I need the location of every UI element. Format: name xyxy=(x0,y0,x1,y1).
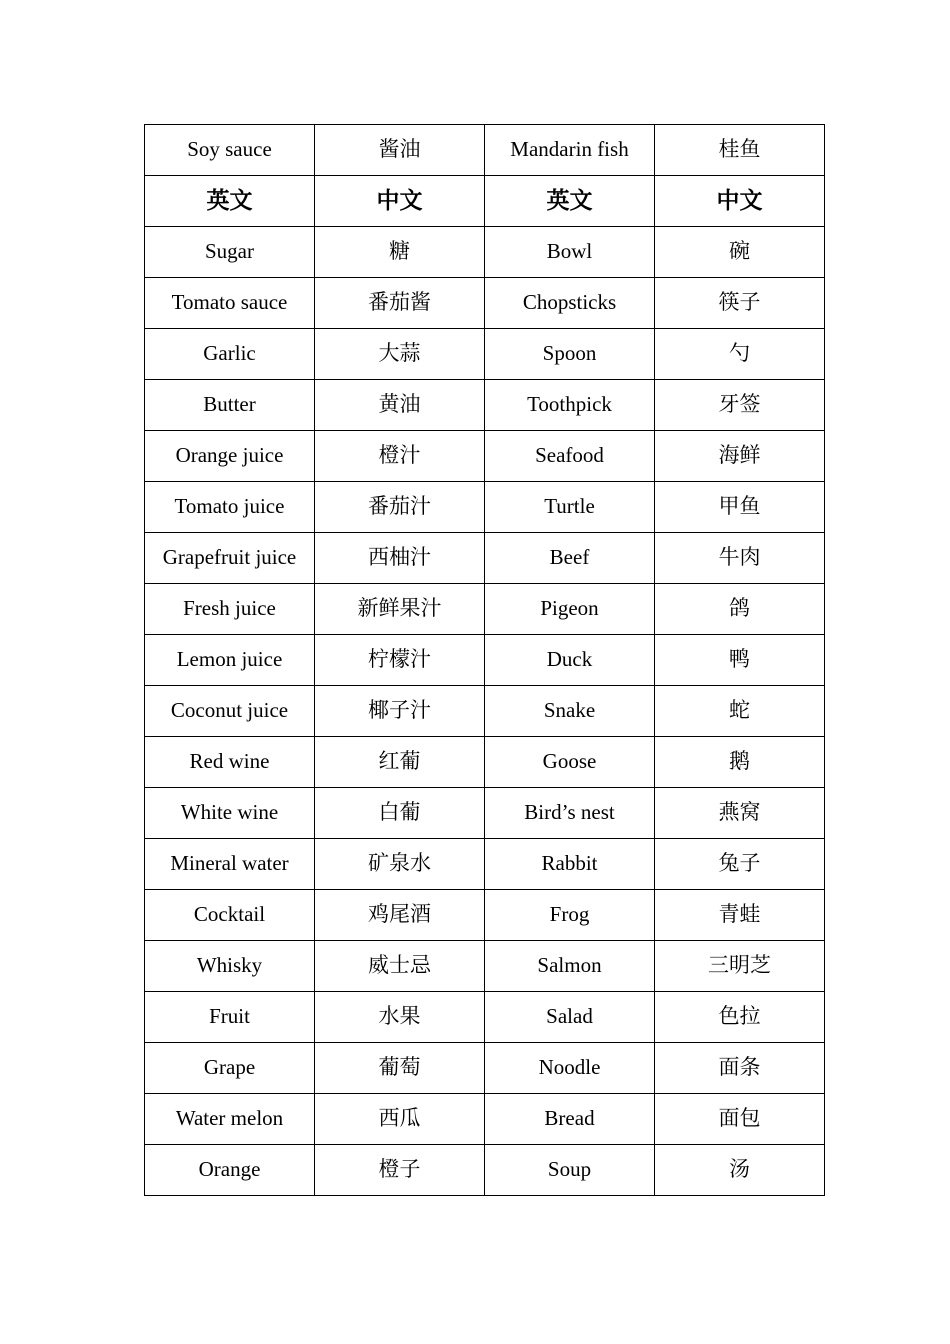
table-cell-chinese-term: 青蛙 xyxy=(655,890,825,941)
table-cell-chinese-term: 番茄酱 xyxy=(315,278,485,329)
table-cell-chinese-term: 勺 xyxy=(655,329,825,380)
table-row xyxy=(145,992,825,1043)
table-cell-chinese-term: 西瓜 xyxy=(315,1094,485,1145)
table-cell-english-term: Mineral water xyxy=(145,839,315,890)
table-cell-chinese-term: 新鲜果汁 xyxy=(315,584,485,635)
table-cell-chinese-term: 蛇 xyxy=(655,686,825,737)
vocabulary-table xyxy=(144,124,825,1196)
table-cell-chinese-term: 橙子 xyxy=(315,1145,485,1196)
table-cell-english-term: Orange xyxy=(145,1145,315,1196)
table-cell-english-term: Tomato sauce xyxy=(145,278,315,329)
table-row xyxy=(145,686,825,737)
vocabulary-table-body xyxy=(145,125,825,1196)
table-cell-chinese-term: 牛肉 xyxy=(655,533,825,584)
table-cell-english-term: Soy sauce xyxy=(145,125,315,176)
table-cell-english-term: Goose xyxy=(485,737,655,788)
table-cell-english-term: Coconut juice xyxy=(145,686,315,737)
table-cell-chinese-term: 燕窝 xyxy=(655,788,825,839)
table-row xyxy=(145,533,825,584)
table-row xyxy=(145,1094,825,1145)
table-cell-english-term: Cocktail xyxy=(145,890,315,941)
table-cell-chinese-term: 橙汁 xyxy=(315,431,485,482)
table-cell-english-term: Water melon xyxy=(145,1094,315,1145)
table-cell-chinese-term: 碗 xyxy=(655,227,825,278)
table-cell-chinese-term: 黄油 xyxy=(315,380,485,431)
table-cell-english-term: Soup xyxy=(485,1145,655,1196)
table-cell-english-term: Mandarin fish xyxy=(485,125,655,176)
table-cell-english-term: Spoon xyxy=(485,329,655,380)
table-cell-chinese-term: 鸭 xyxy=(655,635,825,686)
table-row xyxy=(145,431,825,482)
table-cell-chinese-term: 酱油 xyxy=(315,125,485,176)
table-cell-english-term: Butter xyxy=(145,380,315,431)
table-cell-chinese-term: 桂鱼 xyxy=(655,125,825,176)
table-cell-english-term: Garlic xyxy=(145,329,315,380)
table-row xyxy=(145,329,825,380)
table-cell-chinese-term: 白葡 xyxy=(315,788,485,839)
table-row xyxy=(145,635,825,686)
table-cell-english-term: Snake xyxy=(485,686,655,737)
column-header-cell: 中文 xyxy=(315,176,485,227)
table-cell-chinese-term: 汤 xyxy=(655,1145,825,1196)
table-row xyxy=(145,227,825,278)
table-cell-english-term: Whisky xyxy=(145,941,315,992)
table-cell-chinese-term: 牙签 xyxy=(655,380,825,431)
table-row xyxy=(145,125,825,176)
table-row xyxy=(145,278,825,329)
table-cell-english-term: Sugar xyxy=(145,227,315,278)
table-cell-chinese-term: 三明芝 xyxy=(655,941,825,992)
table-cell-chinese-term: 面条 xyxy=(655,1043,825,1094)
table-cell-english-term: Fruit xyxy=(145,992,315,1043)
table-cell-english-term: Noodle xyxy=(485,1043,655,1094)
table-row xyxy=(145,839,825,890)
table-cell-english-term: Grape xyxy=(145,1043,315,1094)
table-cell-english-term: Seafood xyxy=(485,431,655,482)
table-cell-chinese-term: 鹅 xyxy=(655,737,825,788)
table-cell-english-term: Chopsticks xyxy=(485,278,655,329)
table-cell-chinese-term: 色拉 xyxy=(655,992,825,1043)
table-cell-english-term: Beef xyxy=(485,533,655,584)
table-row xyxy=(145,941,825,992)
table-cell-english-term: Rabbit xyxy=(485,839,655,890)
table-row xyxy=(145,584,825,635)
table-cell-chinese-term: 番茄汁 xyxy=(315,482,485,533)
table-cell-english-term: Pigeon xyxy=(485,584,655,635)
table-cell-english-term: Bird’s nest xyxy=(485,788,655,839)
table-cell-chinese-term: 水果 xyxy=(315,992,485,1043)
table-cell-chinese-term: 兔子 xyxy=(655,839,825,890)
table-cell-chinese-term: 筷子 xyxy=(655,278,825,329)
column-header-cell: 中文 xyxy=(655,176,825,227)
table-cell-chinese-term: 红葡 xyxy=(315,737,485,788)
table-cell-chinese-term: 甲鱼 xyxy=(655,482,825,533)
table-cell-chinese-term: 鸽 xyxy=(655,584,825,635)
table-cell-english-term: Lemon juice xyxy=(145,635,315,686)
column-header-cell: 英文 xyxy=(145,176,315,227)
table-cell-chinese-term: 海鲜 xyxy=(655,431,825,482)
table-row xyxy=(145,890,825,941)
table-cell-chinese-term: 大蒜 xyxy=(315,329,485,380)
table-cell-chinese-term: 鸡尾酒 xyxy=(315,890,485,941)
table-row xyxy=(145,380,825,431)
table-cell-english-term: Salmon xyxy=(485,941,655,992)
table-cell-english-term: Turtle xyxy=(485,482,655,533)
table-cell-english-term: Bowl xyxy=(485,227,655,278)
table-row xyxy=(145,1145,825,1196)
table-cell-english-term: Orange juice xyxy=(145,431,315,482)
column-header-row xyxy=(145,176,825,227)
table-cell-chinese-term: 矿泉水 xyxy=(315,839,485,890)
table-cell-english-term: Grapefruit juice xyxy=(145,533,315,584)
table-cell-english-term: Frog xyxy=(485,890,655,941)
table-cell-english-term: Bread xyxy=(485,1094,655,1145)
table-cell-chinese-term: 面包 xyxy=(655,1094,825,1145)
table-cell-english-term: Duck xyxy=(485,635,655,686)
table-cell-chinese-term: 柠檬汁 xyxy=(315,635,485,686)
table-cell-chinese-term: 椰子汁 xyxy=(315,686,485,737)
table-cell-english-term: Red wine xyxy=(145,737,315,788)
table-cell-english-term: Salad xyxy=(485,992,655,1043)
table-cell-english-term: White wine xyxy=(145,788,315,839)
table-cell-english-term: Tomato juice xyxy=(145,482,315,533)
table-cell-english-term: Toothpick xyxy=(485,380,655,431)
table-cell-chinese-term: 西柚汁 xyxy=(315,533,485,584)
table-row xyxy=(145,737,825,788)
table-row xyxy=(145,788,825,839)
table-cell-chinese-term: 葡萄 xyxy=(315,1043,485,1094)
table-cell-english-term: Fresh juice xyxy=(145,584,315,635)
column-header-cell: 英文 xyxy=(485,176,655,227)
table-row xyxy=(145,482,825,533)
table-cell-chinese-term: 威士忌 xyxy=(315,941,485,992)
table-row xyxy=(145,1043,825,1094)
table-cell-chinese-term: 糖 xyxy=(315,227,485,278)
